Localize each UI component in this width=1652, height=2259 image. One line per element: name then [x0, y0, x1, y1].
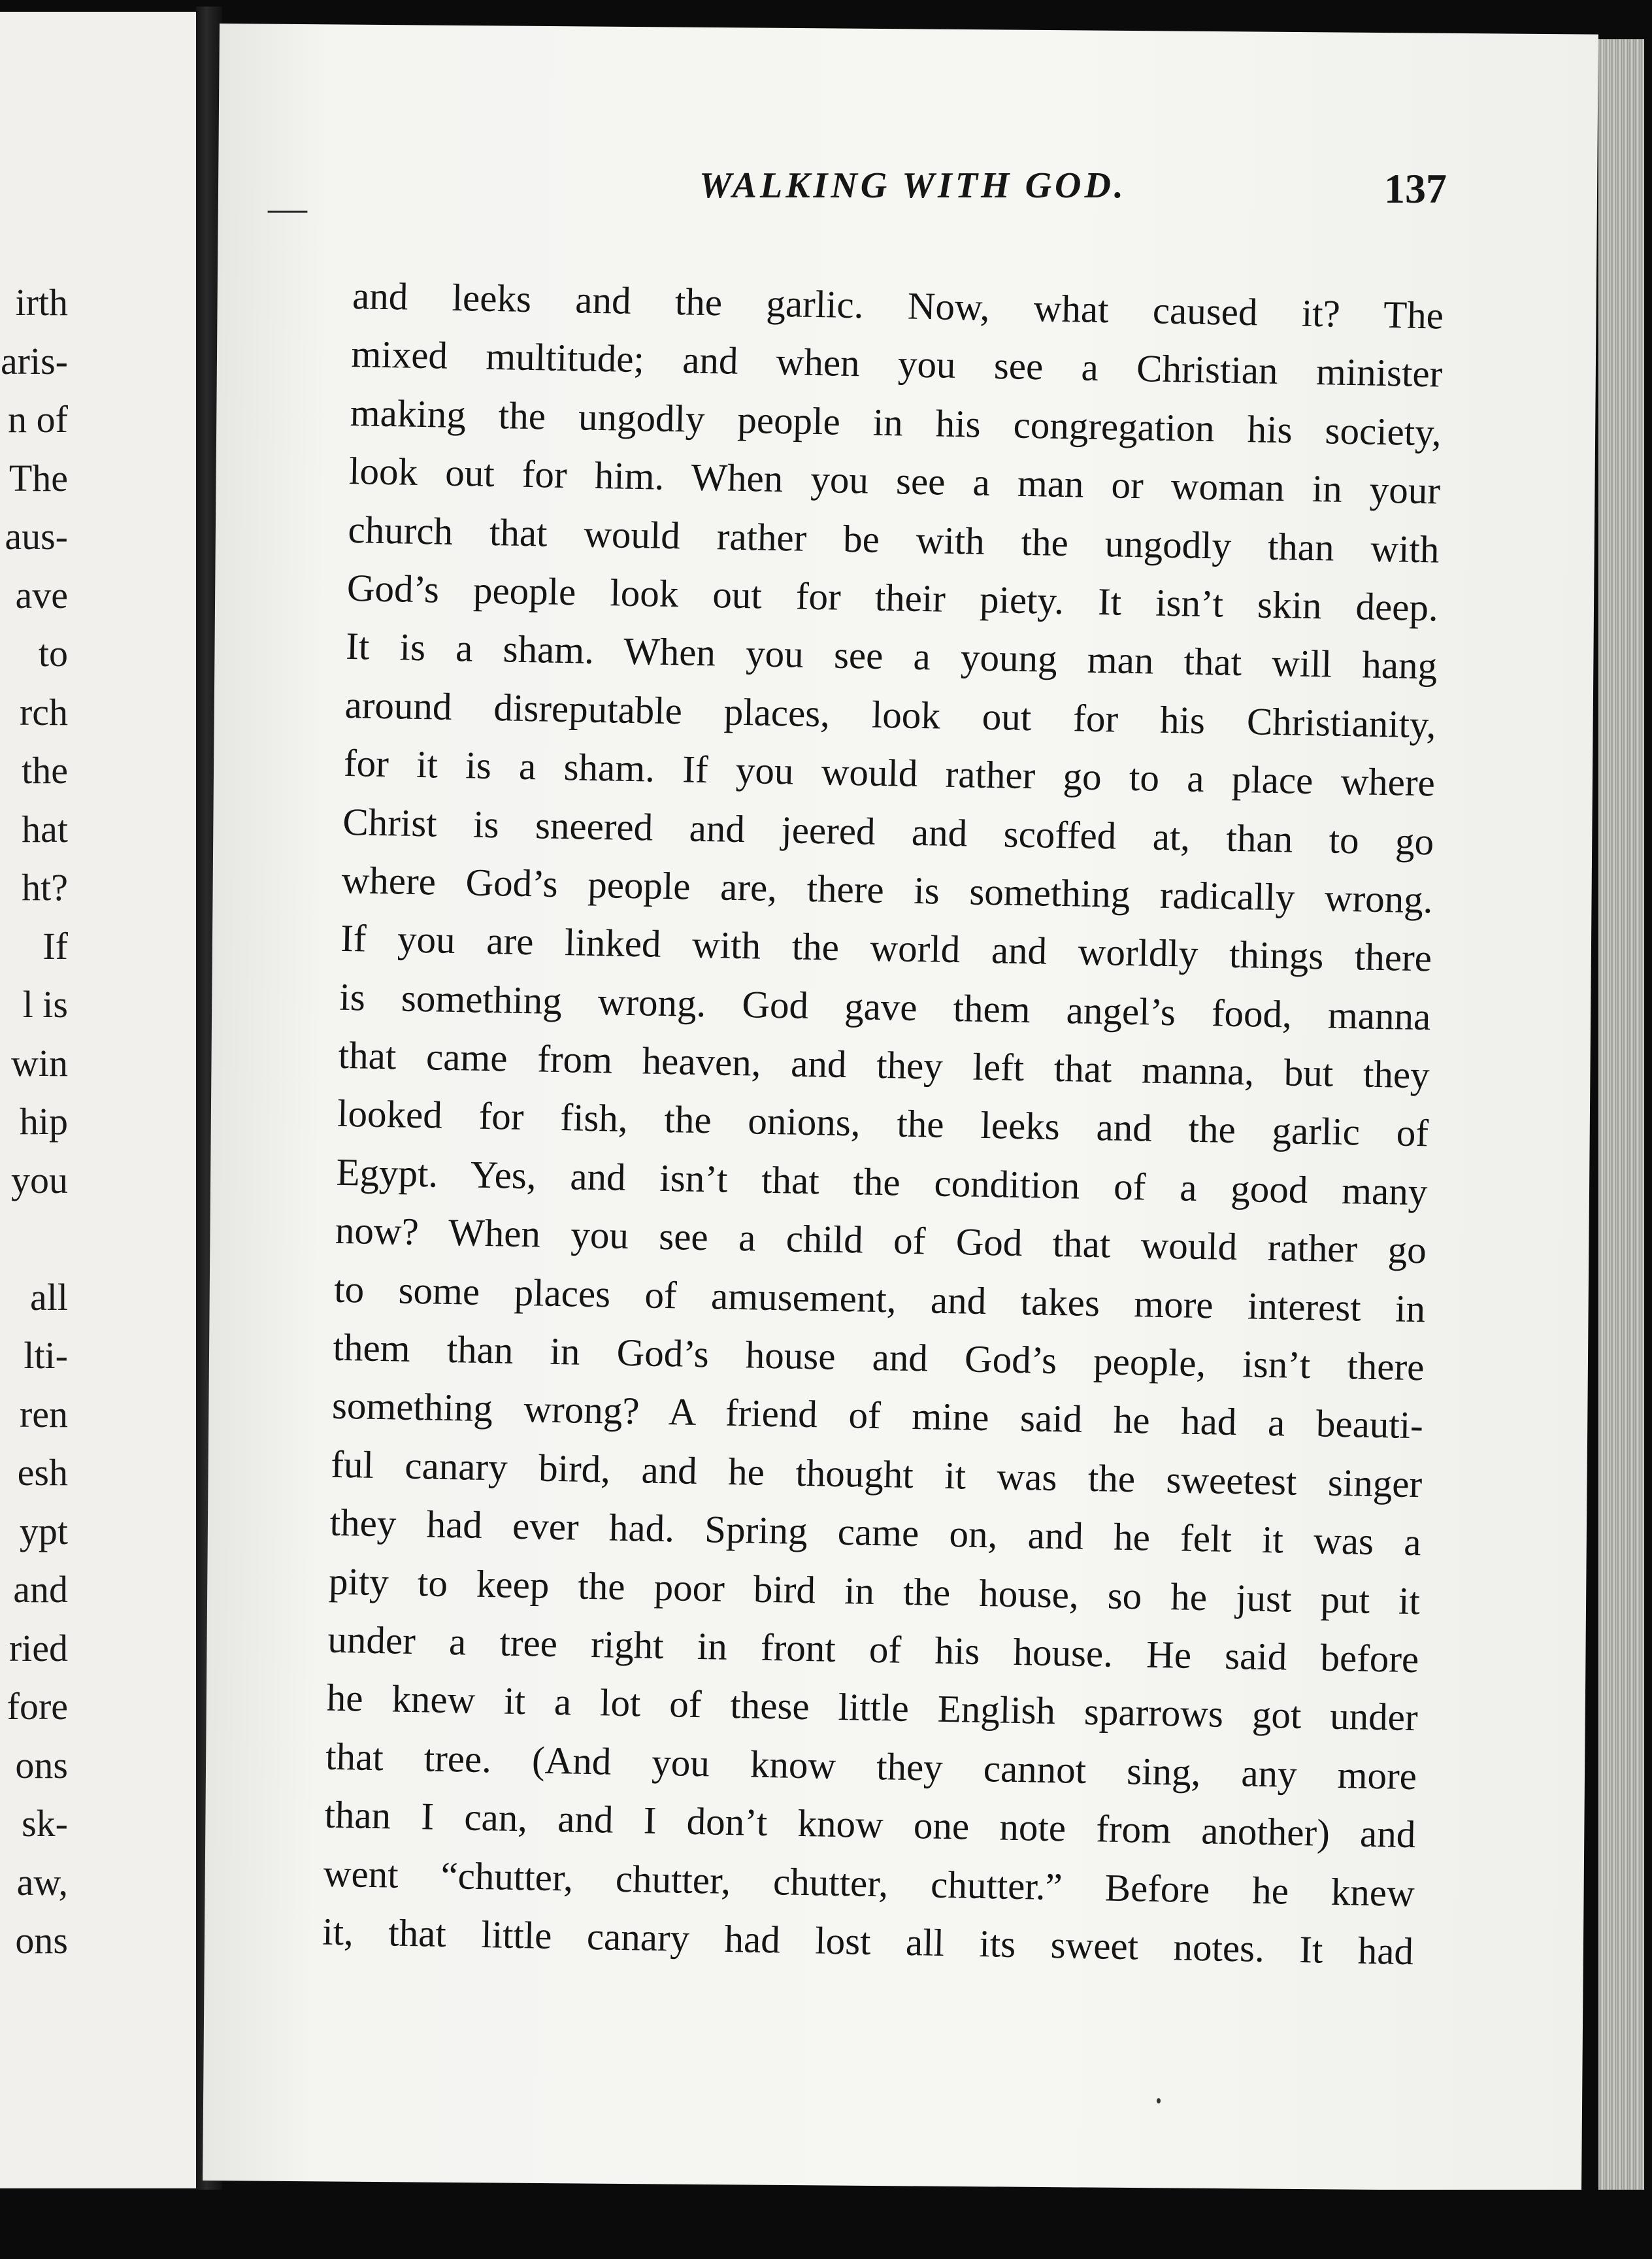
- text-line: Christ is sneered and jeered and scoffed at, than to go: [342, 799, 1434, 863]
- page-edges: [1598, 39, 1644, 2190]
- page-number: 137: [1384, 165, 1447, 212]
- text-line: where God’s people are, there is something radically wrong.: [341, 858, 1434, 922]
- text-line: look out for him. When you see a man or woman in your: [348, 449, 1441, 512]
- fragment-line: [0, 1209, 72, 1268]
- text-line: mixed multitude; and when you see a Christian minister: [350, 332, 1443, 395]
- text-line: that came from heaven, and they left that manna, but they: [338, 1033, 1430, 1097]
- fragment-line: hat: [22, 807, 68, 850]
- text-line: for it is a sham. If you would rather go to a place where: [343, 741, 1436, 805]
- body-text: [322, 267, 1444, 1981]
- fragment-line: sk-: [22, 1802, 68, 1845]
- fragment-line: aris-: [0, 339, 68, 382]
- text-line: to some places of amusement, and takes more interest in: [333, 1267, 1426, 1330]
- text-line: under a tree right in front of his house. He said before: [327, 1617, 1419, 1681]
- fragment-line: If: [42, 924, 68, 967]
- previous-page-text-fragments: [0, 273, 72, 1970]
- text-line: that tree. (And you know they cannot sing, any more: [325, 1734, 1417, 1798]
- running-title: WALKING WITH GOD.: [699, 165, 1127, 206]
- fragment-line: ons: [15, 1743, 68, 1786]
- text-line: It is a sham. When you see a young man that will hang: [345, 624, 1438, 688]
- text-line: it, that little canary had lost all its sweet notes. It had: [322, 1909, 1414, 1973]
- text-line: looked for fish, the onions, the leeks and the garlic of: [337, 1092, 1429, 1155]
- fragment-line: ons: [15, 1919, 68, 1962]
- fragment-line: ave: [15, 573, 68, 616]
- page-header: [248, 165, 1464, 229]
- header-rule: —: [268, 186, 307, 229]
- text-line: around disreputable places, look out for his Christianity,: [344, 682, 1437, 746]
- fragment-line: the: [22, 749, 68, 792]
- text-line: them than in God’s house and God’s people, isn’t there: [333, 1325, 1425, 1389]
- text-line: church that would rather be with the ungodly than with: [348, 507, 1440, 571]
- text-line: than I can, and I don’t know one note from another) and: [323, 1792, 1416, 1856]
- text-line: Egypt. Yes, and isn’t that the condition of a good many: [336, 1150, 1428, 1214]
- text-line: he knew it a lot of these little English sparrows got under: [326, 1676, 1419, 1739]
- fragment-line: aw,: [16, 1860, 68, 1903]
- fragment-line: all: [30, 1275, 68, 1318]
- fragment-line: rch: [19, 690, 68, 733]
- previous-page: [0, 12, 200, 2188]
- fragment-line: and: [13, 1568, 68, 1611]
- fragment-line: hip: [19, 1100, 68, 1143]
- fragment-line: win: [11, 1041, 68, 1084]
- fragment-line: aus-: [5, 515, 68, 558]
- scan-background: [0, 2190, 1652, 2259]
- text-line: and leeks and the garlic. Now, what caused it? The: [352, 273, 1444, 337]
- text-line: pity to keep the poor bird in the house, so he just put it: [328, 1559, 1421, 1622]
- fragment-line: lti-: [24, 1334, 68, 1377]
- text-line: God’s people look out for their piety. It isn’t skin deep.: [346, 565, 1439, 629]
- ink-speck: [1157, 2098, 1161, 2103]
- fragment-line: esh: [17, 1451, 68, 1494]
- fragment-line: n of: [8, 398, 68, 441]
- text-line: ful canary bird, and he thought it was the sweetest singer: [330, 1442, 1423, 1506]
- fragment-line: ren: [19, 1392, 68, 1435]
- text-line: If you are linked with the world and worldly things there: [340, 916, 1432, 980]
- text-line: they had ever had. Spring came on, and he felt it was a: [329, 1500, 1422, 1564]
- fragment-line: irth: [15, 281, 68, 324]
- text-line: now? When you see a child of God that would rather go: [335, 1209, 1427, 1272]
- text-line: went “chutter, chutter, chutter, chutter.” Before he knew: [323, 1851, 1415, 1915]
- text-line: something wrong? A friend of mine said he had a beauti-: [331, 1384, 1424, 1447]
- fragment-line: The: [8, 456, 68, 499]
- fragment-line: you: [11, 1158, 68, 1201]
- text-line: making the ungodly people in his congregation his society,: [350, 390, 1442, 454]
- fragment-line: l is: [22, 983, 68, 1026]
- fragment-line: ypt: [19, 1509, 68, 1552]
- fragment-line: ht?: [22, 866, 68, 909]
- text-line: is something wrong. God gave them angel’s food, manna: [339, 975, 1431, 1039]
- fragment-line: ried: [8, 1626, 68, 1669]
- fragment-line: fore: [7, 1685, 68, 1728]
- fragment-line: to: [38, 632, 68, 675]
